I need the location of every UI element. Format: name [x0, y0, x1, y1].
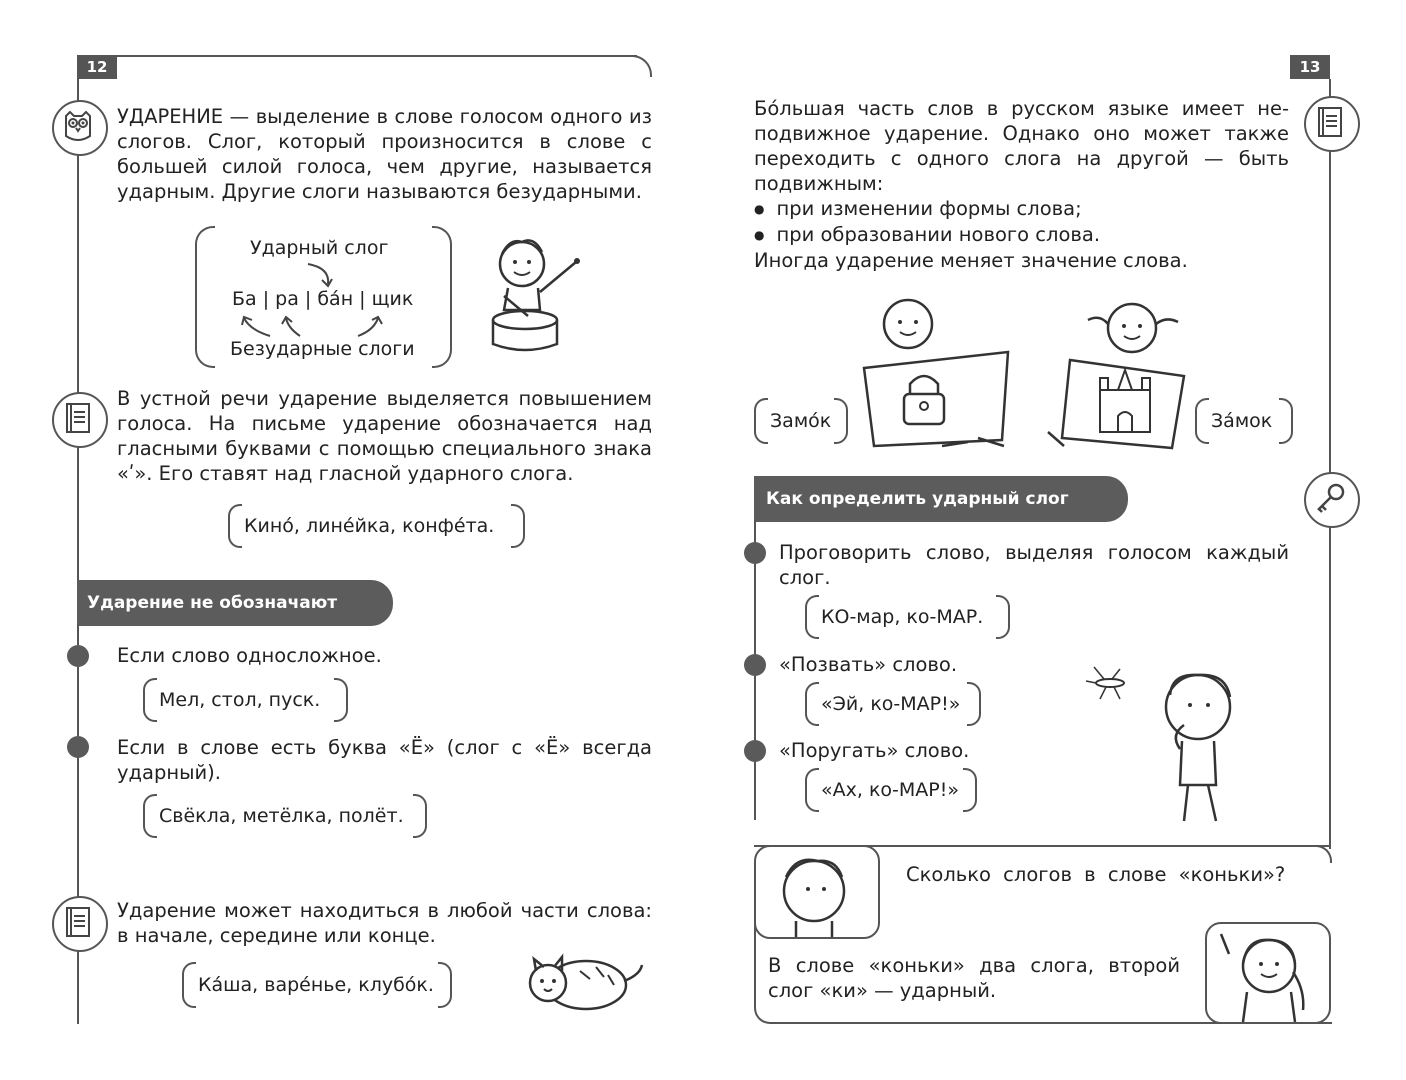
top-corner-left	[620, 55, 652, 77]
book-icon-circle-1	[52, 392, 108, 448]
word-castle: За́мок	[1211, 410, 1273, 432]
diagram-arrows	[230, 260, 400, 340]
meaning-text: Иногда ударение меняет значение слова.	[754, 249, 1188, 272]
rule-yo: Если в слове есть буква «Ё» (слог с «Ё» всегда ударный).	[117, 736, 652, 784]
example-kasha-text: Ка́ша, варе́нье, клубо́к.	[198, 974, 434, 996]
example-kino	[228, 504, 525, 548]
question-text: Сколько слогов в слове «коньки»?	[906, 863, 1286, 886]
word-lock-box	[754, 398, 848, 444]
example-svekla	[143, 794, 427, 838]
oral-speech-text: В устной речи ударение выделяется повышением голоса. На письме ударение обозначается над гласными буквами с помощью специального знака «ʹ». Его ставят над гласной ударного слога.	[117, 387, 652, 485]
book-icon-circle-2	[52, 896, 108, 952]
diagram-top-label: Ударный слог	[250, 237, 389, 259]
diagram-bracket-right	[432, 226, 452, 368]
intro-line-1: Бо́льшая часть слов в русском языке имеет не-	[754, 97, 1289, 120]
intro-line-4: подвижным:	[754, 172, 884, 195]
intro-line-2: подвижное ударение. Однако оно может также	[754, 122, 1289, 145]
banner-no-stress: Ударение не обозначают	[77, 580, 393, 626]
girl-portrait-frame	[1205, 922, 1331, 1024]
step-dot-3	[744, 740, 766, 762]
answer-text: В слове «коньки» два слога, второй слог «ки» — ударный.	[768, 954, 1180, 1002]
cat-illustration	[520, 945, 648, 1017]
word-castle-box	[1195, 398, 1293, 444]
drummer-boy-illustration	[480, 232, 590, 357]
rule-monosyllable: Если слово односложное.	[117, 644, 382, 667]
example-mel	[143, 678, 348, 722]
mosquito-illustration	[1084, 665, 1136, 701]
page-number-right: 13	[1290, 55, 1330, 79]
example-komar-2-text: «Эй, ко-МАР!»	[821, 693, 961, 715]
word-lock: Замо́к	[770, 410, 832, 432]
diagram-bottom-label: Безударные слоги	[230, 338, 415, 360]
diagram-bracket-left	[195, 226, 215, 368]
banner-how-to-find: Как определить ударный слог	[754, 476, 1128, 522]
example-komar-3-text: «Ах, ко-МАР!»	[821, 779, 959, 801]
example-komar-3	[805, 768, 977, 812]
top-rule-left	[117, 55, 637, 57]
bullet-dot-2	[67, 736, 89, 758]
example-svekla-text: Свёкла, метёлка, полёт.	[159, 805, 404, 827]
stress-position-text: Ударение может находиться в любой части слова: в начале, середине или конце.	[117, 899, 652, 947]
book-icon-circle-3	[1304, 96, 1360, 152]
bullet-form-change: ● при изменении формы слова;	[754, 196, 1289, 222]
owl-icon-circle	[52, 100, 108, 156]
step-1-text: Проговорить слово, выделяя голосом каждый слог.	[779, 541, 1289, 589]
owl-icon	[54, 102, 102, 150]
definition-text: УДАРЕНИЕ — выделение в слове голосом одного из слогов. Слог, который произносится в слове с большей силой голоса, чем другие, называется ударным. Другие слоги называются безударными.	[117, 105, 652, 203]
diagram-word: Ба | ра | ба́н | щик	[232, 288, 414, 310]
step-3-text: «Поругать» слово.	[779, 739, 970, 762]
girl-with-castle-illustration	[1040, 298, 1200, 458]
intro-line-3: переходить с одного слога на другой — быть	[754, 147, 1289, 170]
example-kasha	[182, 962, 452, 1008]
example-kino-text: Кино́, лине́йка, конфе́та.	[244, 515, 495, 537]
thinking-boy-illustration	[1150, 665, 1250, 827]
page-number-left: 12	[77, 55, 117, 79]
example-mel-text: Мел, стол, пуск.	[159, 689, 321, 711]
step-2-text: «Позвать» слово.	[779, 653, 958, 676]
example-komar-1-text: КО-мар, ко-МАР.	[821, 606, 984, 628]
banner-connector	[77, 624, 109, 642]
key-icon-circle	[1304, 472, 1360, 528]
bullet-new-word: ● при образовании нового слова.	[754, 222, 1289, 248]
bullet-dot-1	[67, 645, 89, 667]
girl-portrait-illustration	[1207, 924, 1329, 1022]
step-dot-1	[744, 542, 766, 564]
book-icon	[1306, 98, 1354, 146]
right-vertical-rule	[1329, 79, 1331, 849]
book-icon	[54, 394, 102, 442]
key-icon	[1306, 474, 1354, 522]
left-vertical-rule	[77, 79, 79, 1024]
boy-with-lock-illustration	[858, 296, 1018, 461]
book-icon	[54, 898, 102, 946]
example-komar-1	[805, 595, 1010, 639]
example-komar-2	[805, 682, 981, 726]
intro-block	[754, 96, 1289, 273]
step-dot-2	[744, 654, 766, 676]
